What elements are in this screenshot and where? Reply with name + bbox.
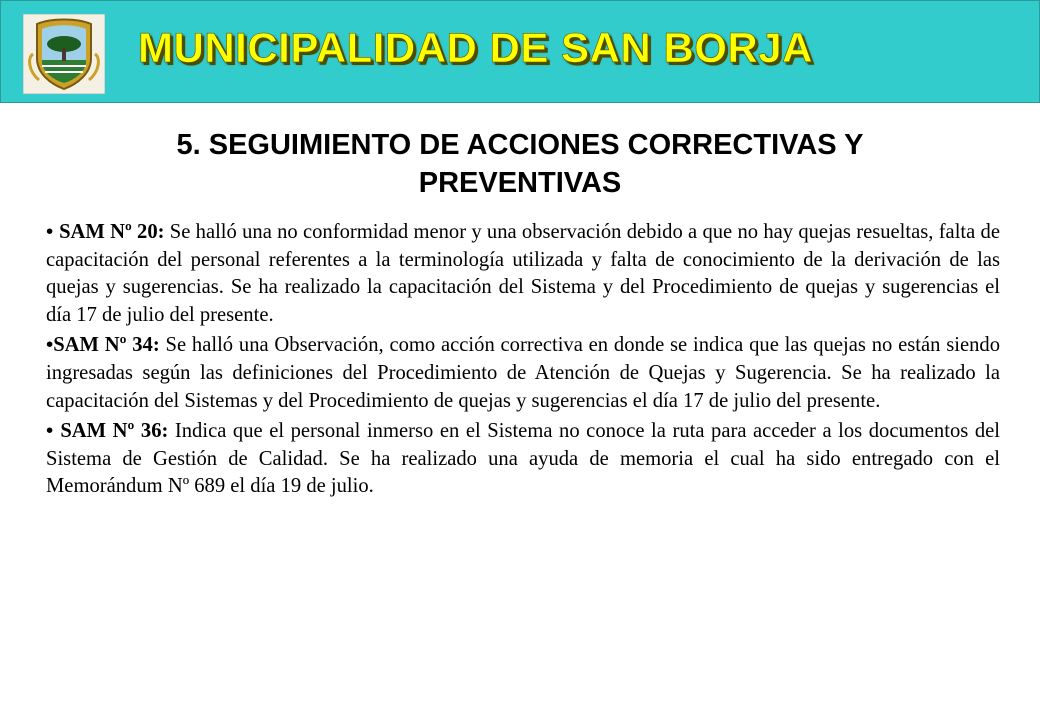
municipal-shield-icon <box>23 14 105 94</box>
list-item <box>46 218 1000 329</box>
bullet-icon: • <box>46 333 54 357</box>
list-item <box>46 331 1000 415</box>
findings-list <box>46 218 1000 503</box>
finding-label: SAM Nº 20: <box>59 221 165 243</box>
finding-label: SAM Nº 36: <box>60 420 169 443</box>
finding-text: Indica que el personal inmerso en el Sistema no conoce la ruta para acceder a los documentos del Sistema de Gestión de Calidad. Se ha realizado una ayuda de memoria el cual ha sido entregado con el Memorándum Nº 689 el día 19 de julio. <box>46 420 1000 498</box>
organization-title: MUNICIPALIDAD DE SAN BORJA <box>138 24 813 71</box>
header-banner <box>0 0 1040 103</box>
finding-text: Se halló una no conformidad menor y una observación debido a que no hay quejas resueltas, falta de capacitación del personal referentes a la terminología utilizada y falta de conocimiento de la derivación de las quejas y sugerencias. Se ha realizado la capacitación del Sistema y del Procedimiento de quejas y sugerencias el día 17 de julio del presente. <box>46 221 1000 326</box>
finding-label: SAM Nº 34: <box>53 334 160 357</box>
section-title <box>40 126 1000 202</box>
section-title-line-1: 5. SEGUIMIENTO DE ACCIONES CORRECTIVAS Y <box>176 129 864 161</box>
section-title-line-2: PREVENTIVAS <box>418 167 622 199</box>
finding-text: Se halló una Observación, como acción correctiva en donde se indica que las quejas no están siendo ingresadas según las definiciones del Procedimiento de Atención de Quejas y Sugerencia. Se ha realizado la capacitación del Sistemas y del Procedimiento de quejas y sugerencias el día 17 de julio del presente. <box>46 334 1000 412</box>
list-item <box>46 417 1000 501</box>
bullet-icon: • <box>46 220 60 243</box>
bullet-icon: • <box>46 419 61 443</box>
